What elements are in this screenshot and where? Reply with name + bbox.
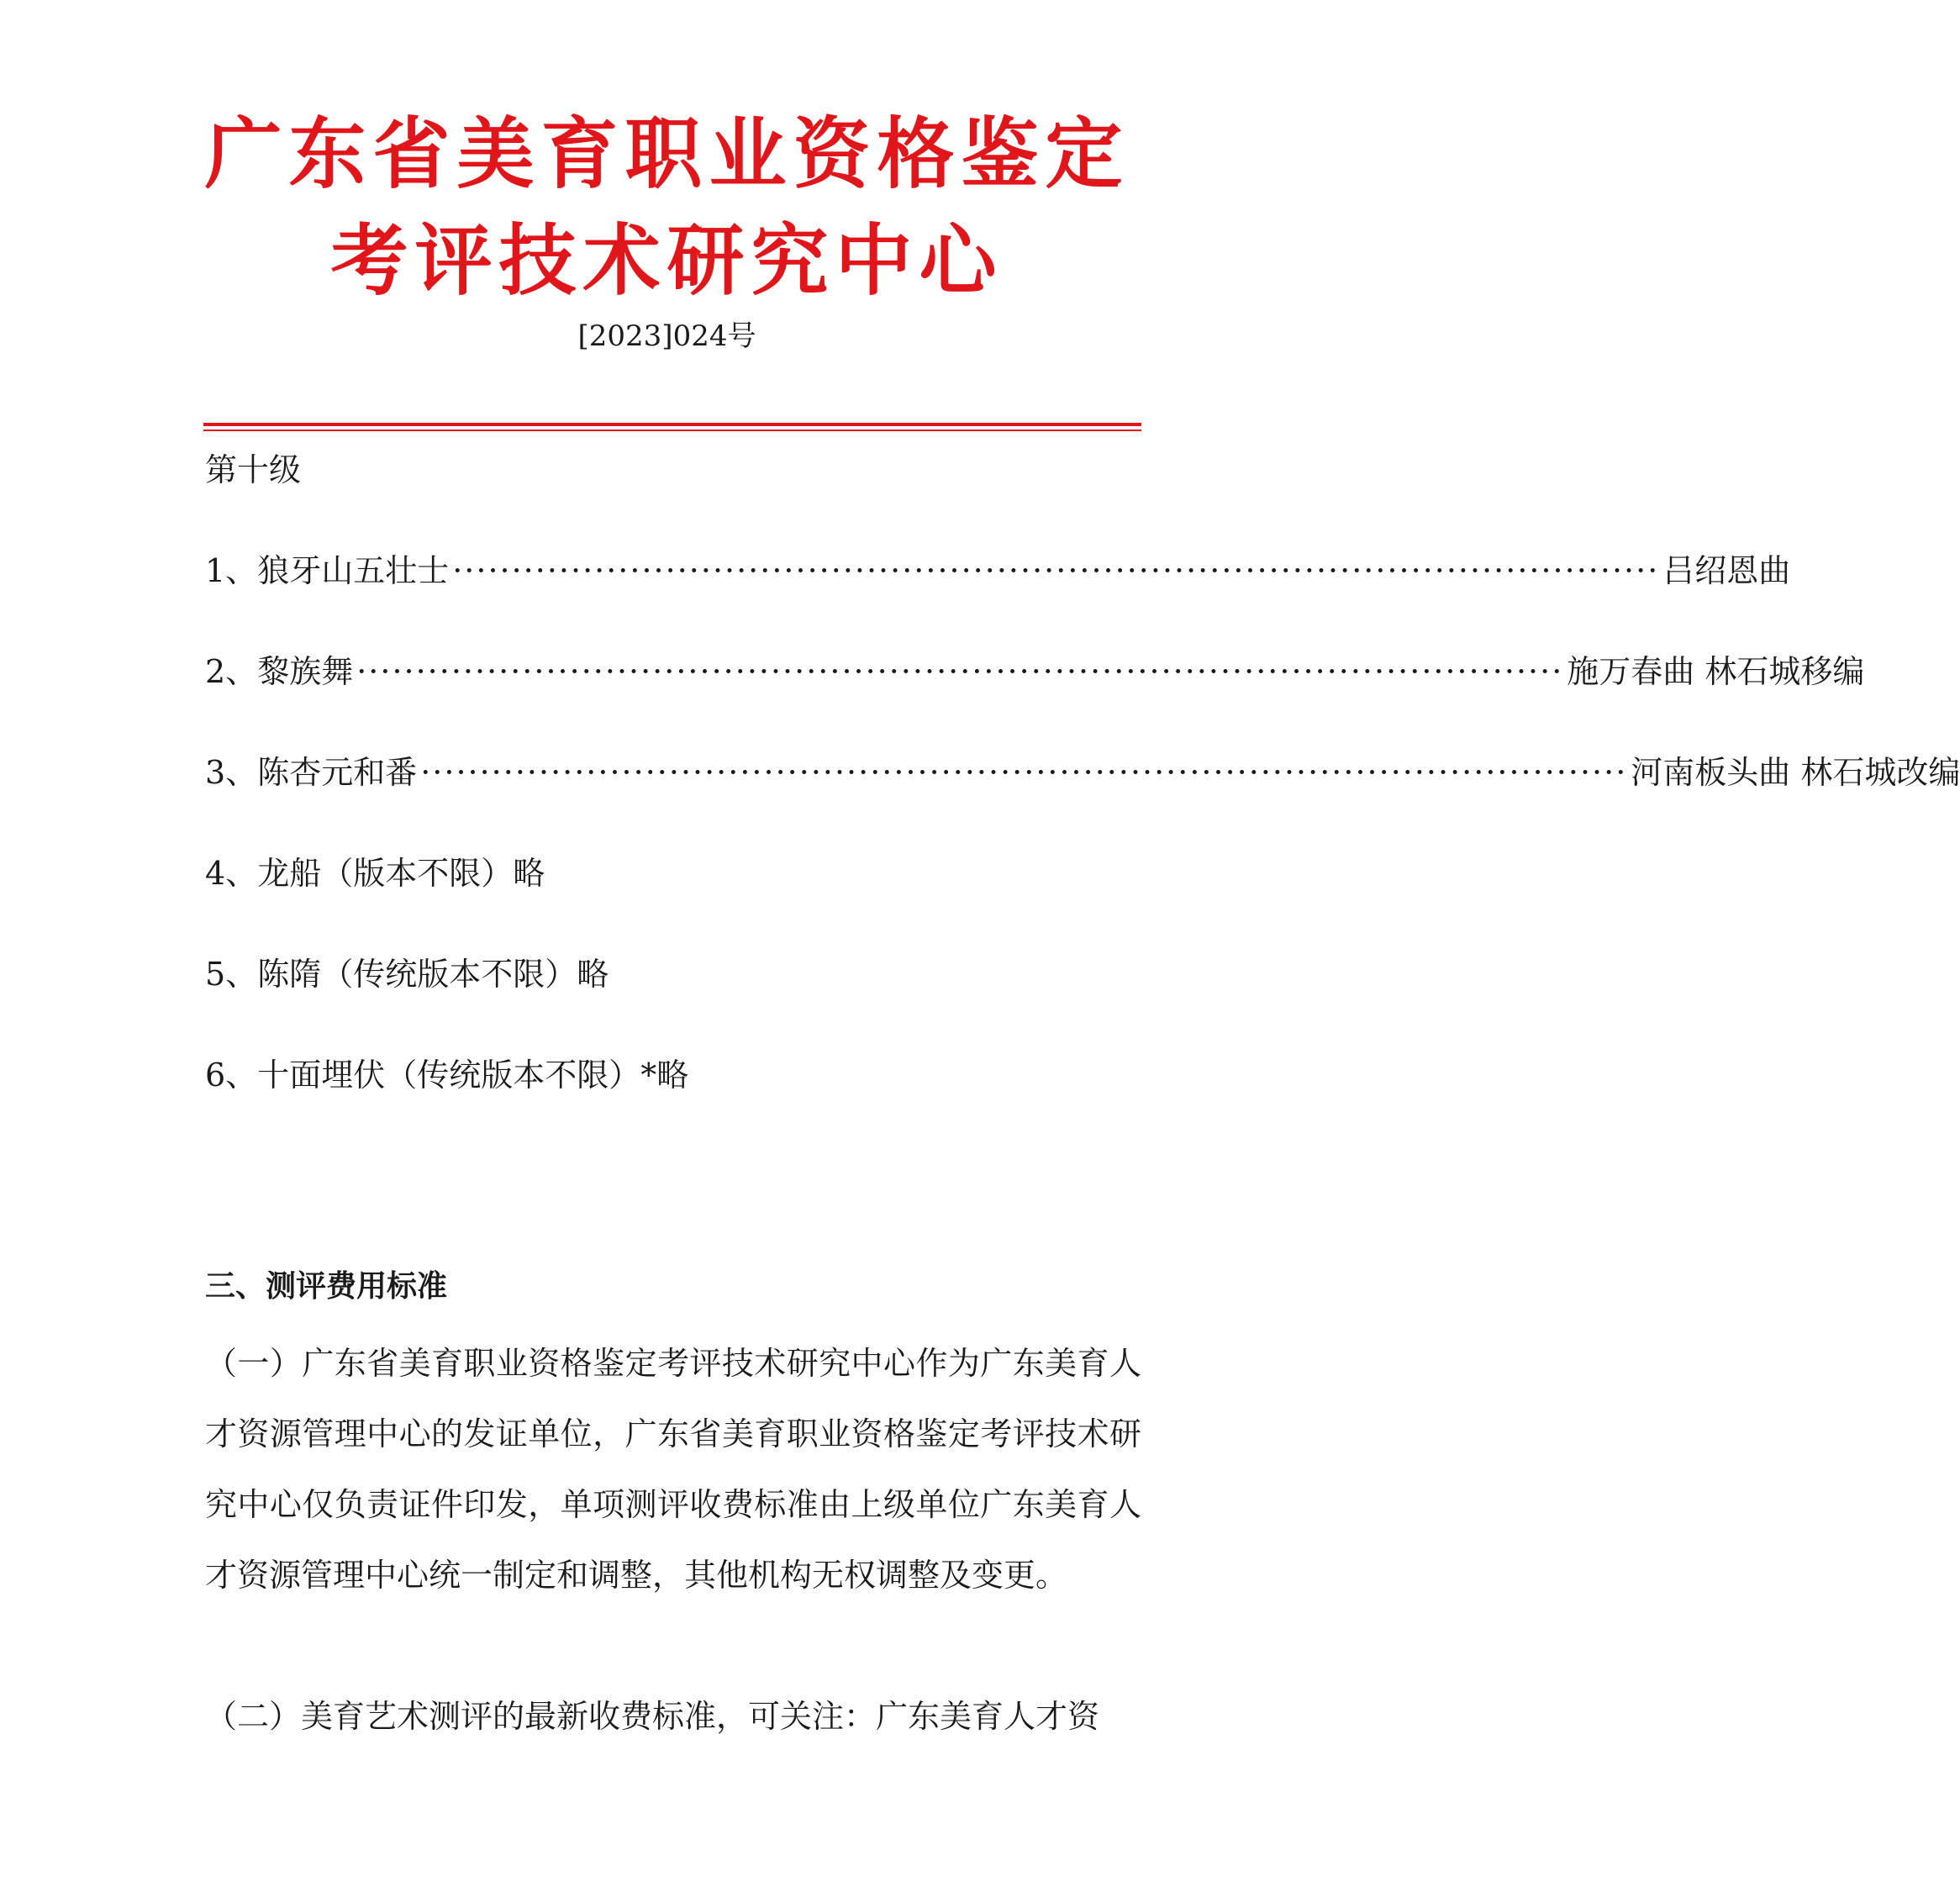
piece-item-1: [205, 545, 1791, 589]
piece-name: 龙船（版本不限）略: [257, 855, 545, 892]
dot-leader: ······································································································: [420, 754, 1628, 791]
piece-composer: 施万春曲 林石城移编: [1567, 653, 1865, 690]
level-heading: 第十级: [205, 451, 302, 488]
section-heading-fees: 三、测评费用标准: [205, 1269, 448, 1304]
document-number: [2023]024号: [577, 319, 756, 353]
piece-item-4: [205, 847, 1141, 892]
piece-name: 狼牙山五壮士: [257, 552, 450, 589]
piece-number: 3、: [205, 754, 258, 791]
piece-item-3: [205, 746, 1960, 791]
piece-item-6: [205, 1049, 1141, 1094]
piece-composer: 河南板头曲 林石城改编: [1631, 754, 1960, 791]
header-title-line-1: 广东省美育职业资格鉴定: [204, 109, 1130, 199]
piece-name: 陈杏元和番: [257, 754, 418, 791]
header-divider-thin: [203, 430, 1141, 431]
piece-name: 十面埋伏（传统版本不限）*略: [257, 1057, 689, 1094]
dot-leader: ······································································································: [452, 552, 1660, 589]
header-divider-thick: [203, 423, 1141, 426]
fees-paragraph-1: （一）广东省美育职业资格鉴定考评技术研究中心作为广东美育人才资源管理中心的发证单位，广东省美育职业资格鉴定考评技术研究中心仅负责证件印发，单项测评收费标准由上级单位广东美育人才资源管理中心统一制定和调整，其他机构无权调整及变更。: [205, 1345, 1141, 1594]
fees-paragraph-2: （二）美育艺术测评的最新收费标准，可关注：广东美育人才资: [205, 1698, 1100, 1735]
piece-name: 陈隋（传统版本不限）略: [257, 956, 609, 993]
piece-item-5: [205, 948, 1141, 993]
piece-number: 1、: [205, 552, 258, 589]
piece-number: 4、: [205, 855, 258, 892]
piece-number: 2、: [205, 653, 258, 690]
header-title-line-2: 考评技术研究中心: [330, 216, 1004, 306]
piece-number: 5、: [205, 956, 258, 993]
piece-item-2: [205, 646, 1865, 690]
piece-number: 6、: [205, 1057, 258, 1094]
dot-leader: ······································································································: [356, 653, 1564, 690]
piece-composer: 吕绍恩曲: [1662, 552, 1791, 589]
piece-name: 黎族舞: [257, 653, 354, 690]
